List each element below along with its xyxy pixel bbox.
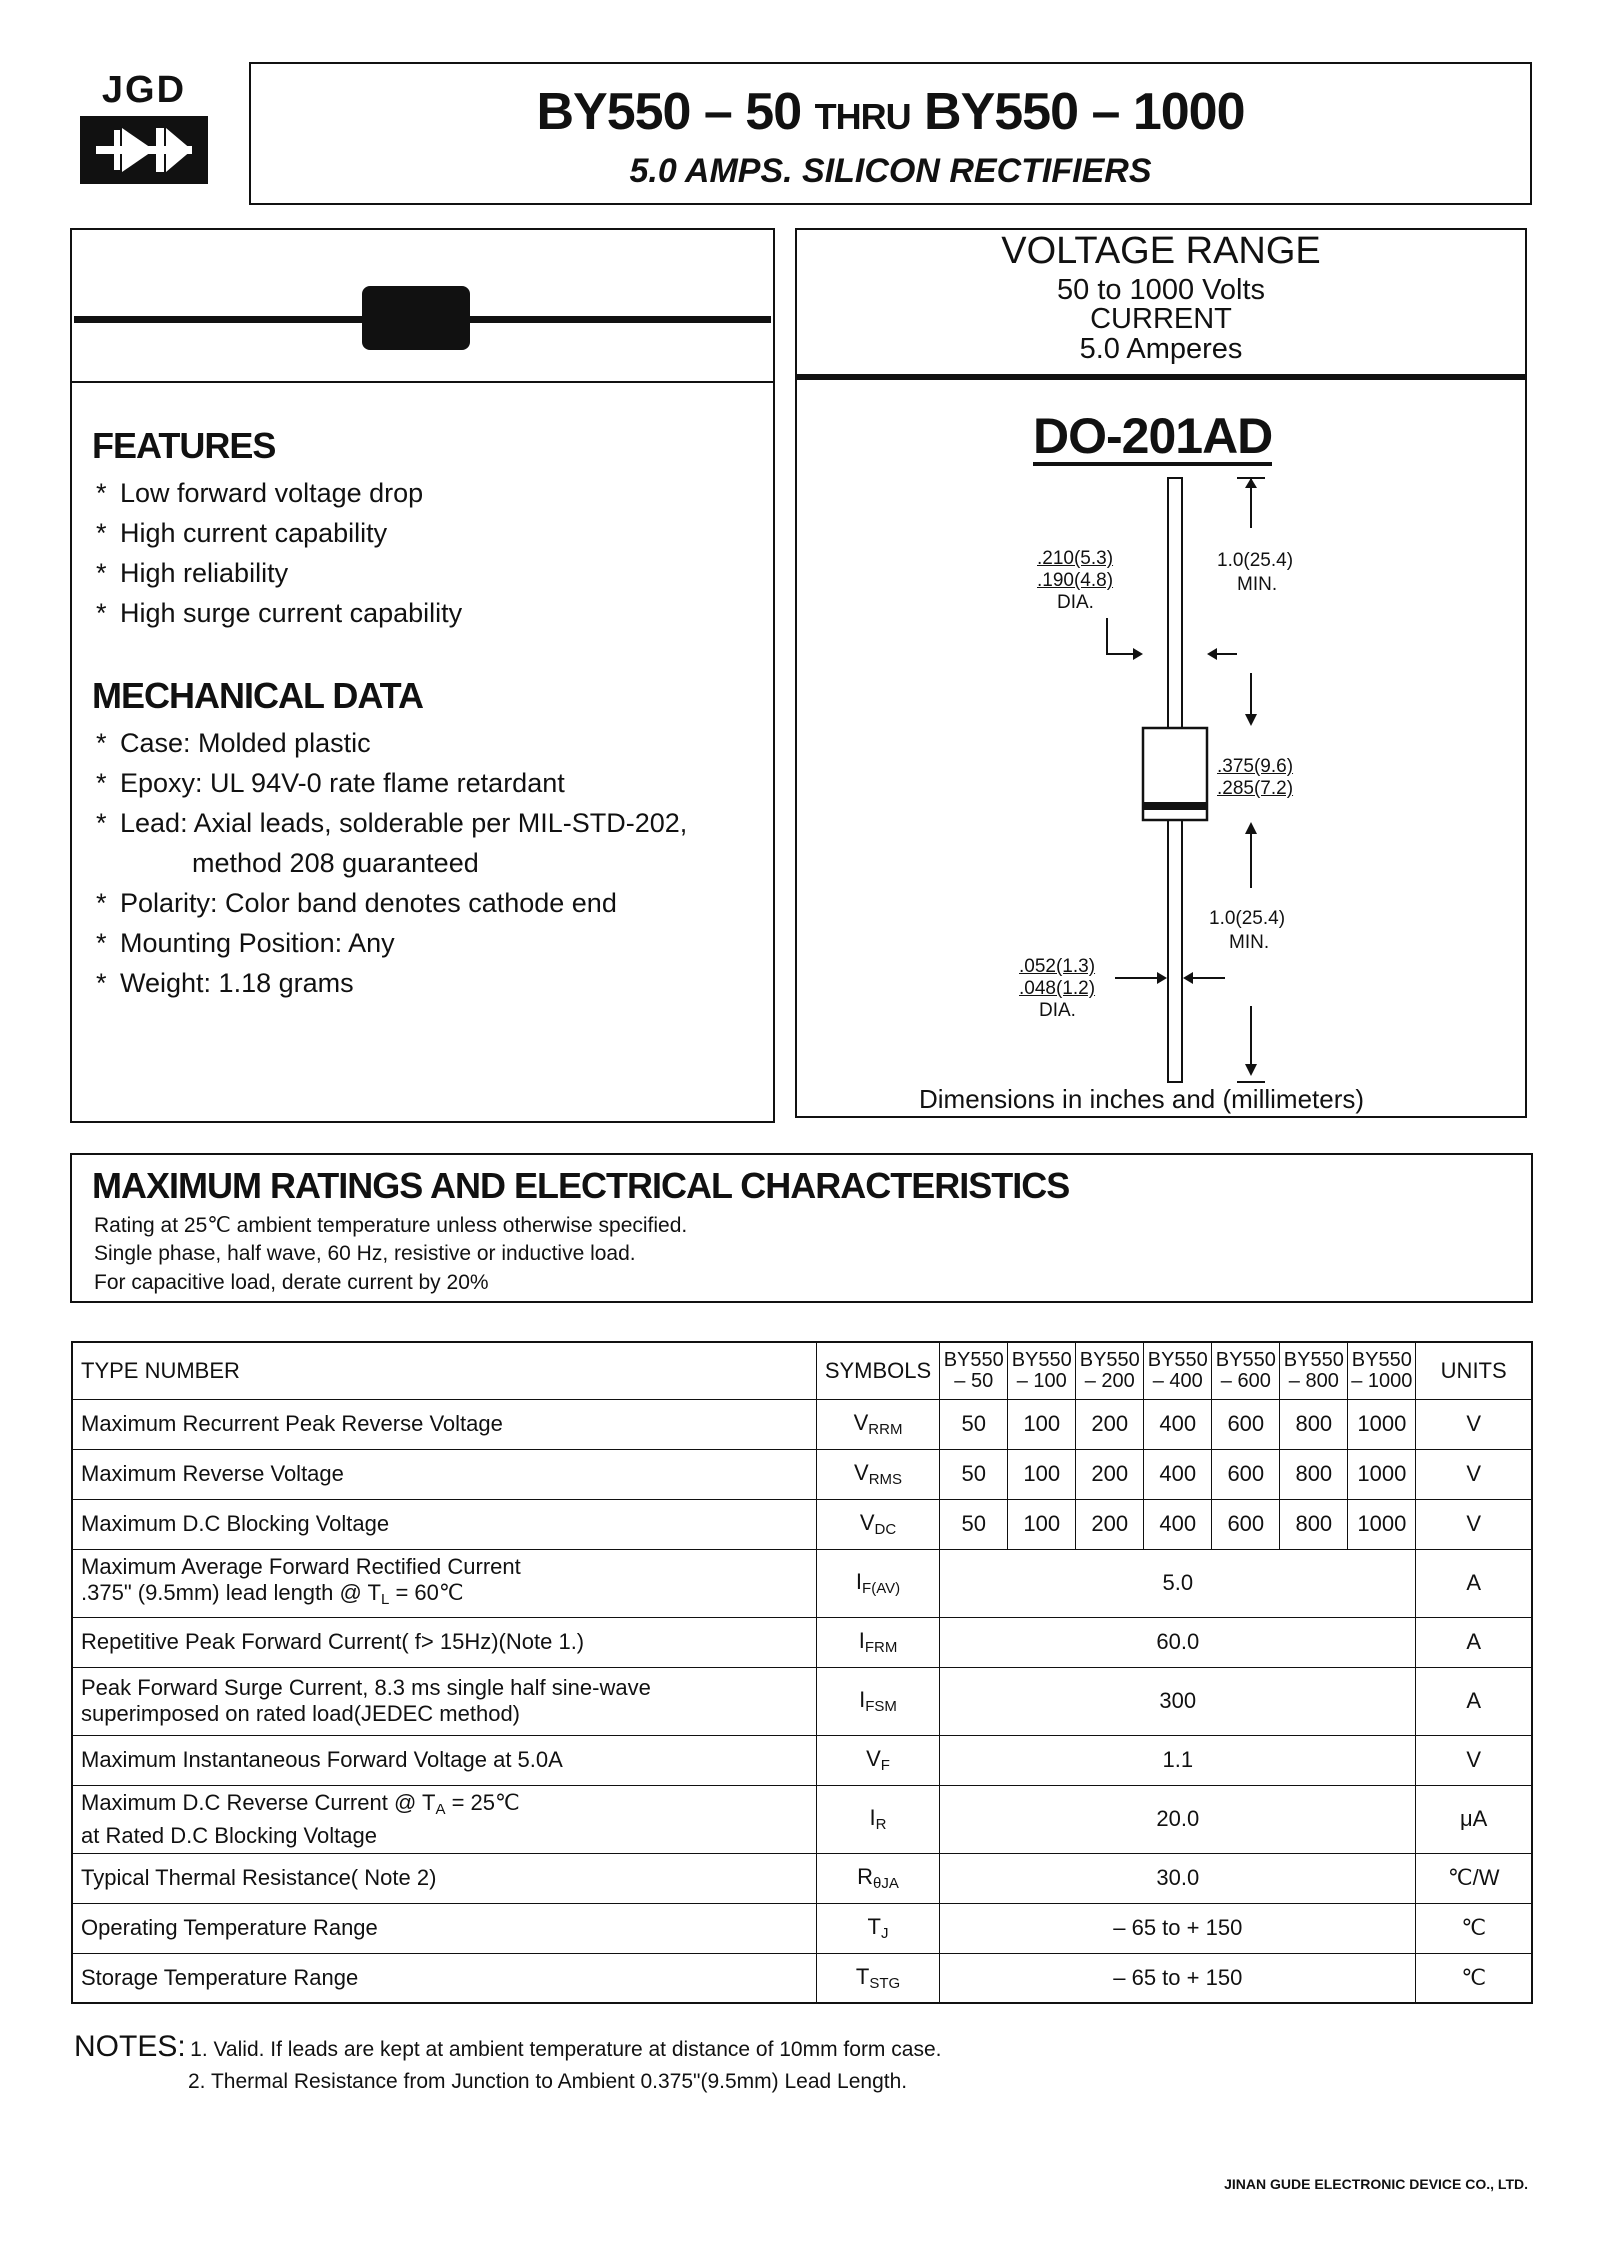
value-cell: 600 <box>1212 1499 1280 1549</box>
value-cell: 60.0 <box>940 1617 1416 1667</box>
param-cell: Maximum Reverse Voltage <box>72 1449 816 1499</box>
table-row <box>72 1953 1532 2003</box>
symbol-cell: $V_{DC}$ <box>816 1499 939 1549</box>
features-list <box>96 473 462 633</box>
symbol-cell: $T_{STG}$ <box>816 1953 939 2003</box>
value-cell: 30.0 <box>940 1853 1416 1903</box>
value-cell: 400 <box>1144 1499 1212 1549</box>
body-dia-label: DIA. <box>1057 592 1094 613</box>
symbol-cell: $V_F$ <box>816 1735 939 1785</box>
mechanical-title: MECHANICAL DATA <box>92 675 423 716</box>
symbol-cell: $V_{RRM}$ <box>816 1399 939 1449</box>
param-cell: Peak Forward Surge Current, 8.3 ms single half sine-wave superimposed on rated load(JEDEC method) <box>72 1667 816 1735</box>
unit-cell: A <box>1416 1667 1532 1735</box>
page-title <box>251 82 1530 142</box>
value-cell: 800 <box>1280 1449 1348 1499</box>
bottom-lead-length: 1.0(25.4) <box>1209 908 1286 929</box>
type-header: BY550 – 100 <box>1008 1342 1076 1399</box>
param-cell: Maximum Recurrent Peak Reverse Voltage <box>72 1399 816 1449</box>
value-cell: – 65 to + 150 <box>940 1903 1416 1953</box>
symbol-cell: $I_{F(AV)}$ <box>816 1549 939 1617</box>
page-subtitle: 5.0 AMPS. SILICON RECTIFIERS <box>629 152 1152 190</box>
list-item: * Epoxy: UL 94V-0 rate flame retardant <box>96 768 565 798</box>
table-row <box>72 1735 1532 1785</box>
unit-cell: V <box>1416 1735 1532 1785</box>
table-row <box>72 1667 1532 1735</box>
list-item: * Low forward voltage drop <box>96 478 424 508</box>
param-cell: Repetitive Peak Forward Current( f> 15Hz)(Note 1.) <box>72 1617 816 1667</box>
value-cell: 1000 <box>1348 1449 1416 1499</box>
type-header: BY550 – 50 <box>940 1342 1008 1399</box>
part-to: BY550 – 1000 <box>924 83 1245 141</box>
list-item: * Mounting Position: Any <box>96 928 395 958</box>
features-box <box>70 381 775 1123</box>
body-len-min: .285(7.2) <box>1217 778 1294 799</box>
symbol-cell: $T_J$ <box>816 1903 939 1953</box>
unit-cell: A <box>1416 1549 1532 1617</box>
table-row <box>72 1785 1532 1853</box>
ratings-box <box>70 1153 1533 1303</box>
param-cell: Maximum D.C Blocking Voltage <box>72 1499 816 1549</box>
param-cell: Typical Thermal Resistance( Note 2) <box>72 1853 816 1903</box>
symbol-cell: $I_R$ <box>816 1785 939 1853</box>
diode-logo-icon <box>74 116 214 186</box>
value-cell: 300 <box>940 1667 1416 1735</box>
list-item: * Case: Molded plastic <box>96 728 371 758</box>
package-name: DO-201AD <box>1033 408 1273 464</box>
unit-cell: A <box>1416 1617 1532 1667</box>
type-header: BY550 – 800 <box>1280 1342 1348 1399</box>
lead-dia-min: .048(1.2) <box>1019 978 1096 999</box>
ratings-table <box>71 1341 1533 2004</box>
param-cell: Storage Temperature Range <box>72 1953 816 2003</box>
unit-cell: ℃ <box>1416 1953 1532 2003</box>
value-cell: 400 <box>1144 1449 1212 1499</box>
list-item: * High reliability <box>96 558 289 588</box>
rating-note: For capacitive load, derate current by 20% <box>94 1271 489 1294</box>
voltage-range-title: VOLTAGE RANGE <box>1001 230 1321 272</box>
note-item: 2. Thermal Resistance from Junction to Ambient 0.375"(9.5mm) Lead Length. <box>188 2070 908 2093</box>
type-header: BY550 – 400 <box>1144 1342 1212 1399</box>
value-cell: 200 <box>1076 1449 1144 1499</box>
table-header-row <box>72 1342 1532 1399</box>
value-cell: 800 <box>1280 1499 1348 1549</box>
package-box <box>795 374 1527 1118</box>
unit-cell: ℃ <box>1416 1903 1532 1953</box>
value-cell: 50 <box>940 1399 1008 1449</box>
diode-image-box <box>70 228 775 383</box>
body-len-max: .375(9.6) <box>1217 756 1294 777</box>
value-cell: 1000 <box>1348 1499 1416 1549</box>
bottom-lead-min: MIN. <box>1229 932 1270 953</box>
value-cell: 600 <box>1212 1449 1280 1499</box>
note-item: 1. Valid. If leads are kept at ambient temperature at distance of 10mm form case. <box>190 2038 942 2061</box>
list-item: * Lead: Axial leads, solderable per MIL-STD-202, <box>96 808 688 838</box>
rating-note: Single phase, half wave, 60 Hz, resistive or inductive load. <box>94 1242 636 1265</box>
package-outline-drawing <box>797 378 1525 1118</box>
mechanical-list <box>96 723 687 1003</box>
symbol-cell: $R_{\theta JA}$ <box>816 1853 939 1903</box>
value-cell: 20.0 <box>940 1785 1416 1853</box>
table-row <box>72 1499 1532 1549</box>
ratings-title: MAXIMUM RATINGS AND ELECTRICAL CHARACTERISTICS <box>92 1165 1070 1206</box>
value-cell: 100 <box>1008 1399 1076 1449</box>
units-header: UNITS <box>1416 1342 1532 1399</box>
table-row <box>72 1549 1532 1617</box>
current-value: 5.0 Amperes <box>1079 333 1243 365</box>
unit-cell: μA <box>1416 1785 1532 1853</box>
symbol-cell: $I_{FSM}$ <box>816 1667 939 1735</box>
symbol-cell: $I_{FRM}$ <box>816 1617 939 1667</box>
value-cell: 100 <box>1008 1449 1076 1499</box>
thru-word: THRU <box>814 96 911 137</box>
param-cell: Maximum Average Forward Rectified Current .375" (9.5mm) lead length @ $T_L$ = 60℃ <box>72 1549 816 1617</box>
param-cell: Maximum D.C Reverse Current @ $T_A$ = 25℃ at Rated D.C Blocking Voltage <box>72 1785 816 1853</box>
top-lead-length: 1.0(25.4) <box>1217 550 1294 571</box>
value-cell: 5.0 <box>940 1549 1416 1617</box>
list-item: method 208 guaranteed <box>192 848 479 878</box>
table-row <box>72 1399 1532 1449</box>
unit-cell: V <box>1416 1399 1532 1449</box>
unit-cell: ℃/W <box>1416 1853 1532 1903</box>
symbol-cell: $V_{RMS}$ <box>816 1449 939 1499</box>
unit-cell: V <box>1416 1499 1532 1549</box>
table-row <box>72 1449 1532 1499</box>
list-item: * High surge current capability <box>96 598 463 628</box>
value-cell: 200 <box>1076 1499 1144 1549</box>
list-item: * High current capability <box>96 518 388 548</box>
type-header: BY550 – 1000 <box>1348 1342 1416 1399</box>
value-cell: 1000 <box>1348 1399 1416 1449</box>
table-row <box>72 1903 1532 1953</box>
notes-section <box>74 2030 941 2064</box>
table-row <box>72 1853 1532 1903</box>
voltage-range-value: 50 to 1000 Volts <box>1057 274 1265 306</box>
param-cell: Maximum Instantaneous Forward Voltage at 5.0A <box>72 1735 816 1785</box>
value-cell: 400 <box>1144 1399 1212 1449</box>
type-number-header: TYPE NUMBER <box>72 1342 816 1399</box>
current-label: CURRENT <box>1090 303 1232 335</box>
header-box <box>249 62 1532 205</box>
type-header: BY550 – 200 <box>1076 1342 1144 1399</box>
notes-label: NOTES: <box>74 2030 186 2063</box>
symbols-header: SYMBOLS <box>816 1342 939 1399</box>
lead-dia-label: DIA. <box>1039 1000 1076 1021</box>
logo-text: JGD <box>101 69 187 111</box>
value-cell: 1.1 <box>940 1735 1416 1785</box>
dimensions-caption: Dimensions in inches and (millimeters) <box>919 1084 1365 1114</box>
company-logo <box>74 70 214 195</box>
rating-note: Rating at 25℃ ambient temperature unless otherwise specified. <box>94 1214 688 1237</box>
table-row <box>72 1617 1532 1667</box>
unit-cell: V <box>1416 1449 1532 1499</box>
value-cell: 50 <box>940 1449 1008 1499</box>
value-cell: 100 <box>1008 1499 1076 1549</box>
diode-package-icon <box>72 230 773 381</box>
list-item: * Polarity: Color band denotes cathode end <box>96 888 617 918</box>
top-lead-min: MIN. <box>1237 574 1278 595</box>
param-cell: Operating Temperature Range <box>72 1903 816 1953</box>
company-footer: JINAN GUDE ELECTRONIC DEVICE CO., LTD. <box>1224 2176 1528 2192</box>
body-dia-min: .190(4.8) <box>1037 570 1114 591</box>
value-cell: 50 <box>940 1499 1008 1549</box>
features-title: FEATURES <box>92 425 276 466</box>
lead-dia-max: .052(1.3) <box>1019 956 1096 977</box>
value-cell: 200 <box>1076 1399 1144 1449</box>
value-cell: – 65 to + 150 <box>940 1953 1416 2003</box>
part-from: BY550 – 50 <box>536 83 802 141</box>
list-item: * Weight: 1.18 grams <box>96 968 354 998</box>
voltage-range-box <box>795 228 1527 380</box>
body-dia-max: .210(5.3) <box>1037 548 1114 569</box>
type-header: BY550 – 600 <box>1212 1342 1280 1399</box>
value-cell: 800 <box>1280 1399 1348 1449</box>
value-cell: 600 <box>1212 1399 1280 1449</box>
